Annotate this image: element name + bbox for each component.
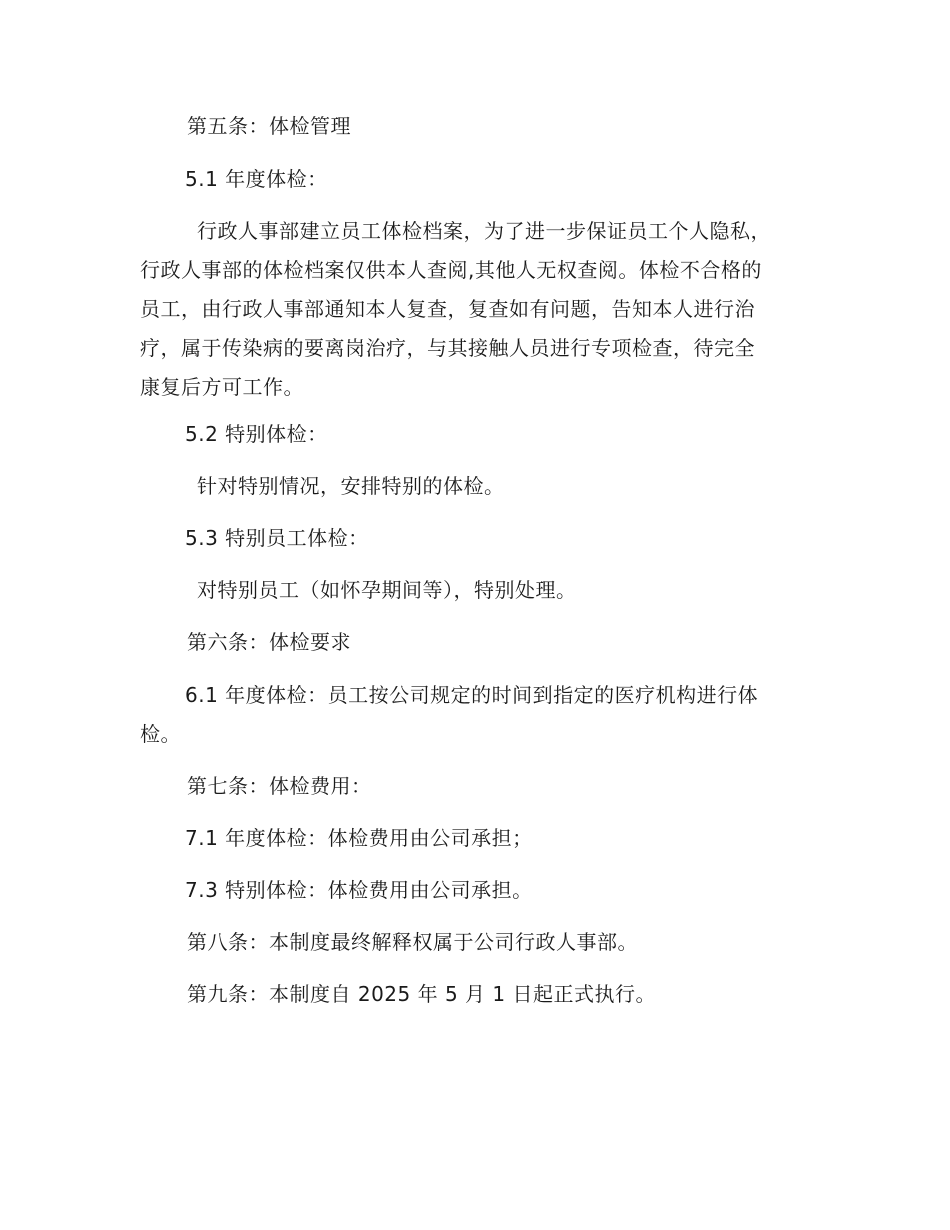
section-5-1-paragraph-line: 康复后方可工作。: [140, 375, 304, 399]
section-7-3-paragraph: 7.3 特别体检：体检费用由公司承担。: [185, 878, 533, 902]
section-6-1-paragraph-line: 检。: [140, 722, 181, 746]
article-9-paragraph: 第九条：本制度自 2025 年 5 月 1 日起正式执行。: [187, 982, 656, 1006]
section-5-1-paragraph-line: 行政人事部建立员工体检档案，为了进一步保证员工个人隐私，: [197, 219, 771, 243]
section-5-2-paragraph: 针对特别情况，安排特别的体检。: [197, 474, 505, 498]
section-5-2-heading: 5.2 特别体检：: [185, 422, 328, 446]
section-5-1-paragraph-line: 员工，由行政人事部通知本人复查，复查如有问题，告知本人进行治: [140, 297, 755, 321]
section-5-1-paragraph-line: 疗，属于传染病的要离岗治疗，与其接触人员进行专项检查，待完全: [140, 336, 755, 360]
section-7-1-paragraph: 7.1 年度体检：体检费用由公司承担；: [185, 826, 533, 850]
article-5-heading: 第五条：体检管理: [187, 114, 351, 138]
article-7-heading: 第七条：体检费用：: [187, 774, 372, 798]
section-5-3-paragraph: 对特别员工（如怀孕期间等），特别处理。: [197, 578, 577, 602]
section-5-3-heading: 5.3 特别员工体检：: [185, 526, 369, 550]
section-6-1-paragraph-line: 6.1 年度体检：员工按公司规定的时间到指定的医疗机构进行体: [185, 683, 759, 707]
article-6-heading: 第六条：体检要求: [187, 630, 351, 654]
section-5-1-heading: 5.1 年度体检：: [185, 167, 328, 191]
article-8-paragraph: 第八条：本制度最终解释权属于公司行政人事部。: [187, 930, 638, 954]
section-5-1-paragraph-line: 行政人事部的体检档案仅供本人查阅,其他人无权查阅。体检不合格的: [140, 258, 762, 282]
